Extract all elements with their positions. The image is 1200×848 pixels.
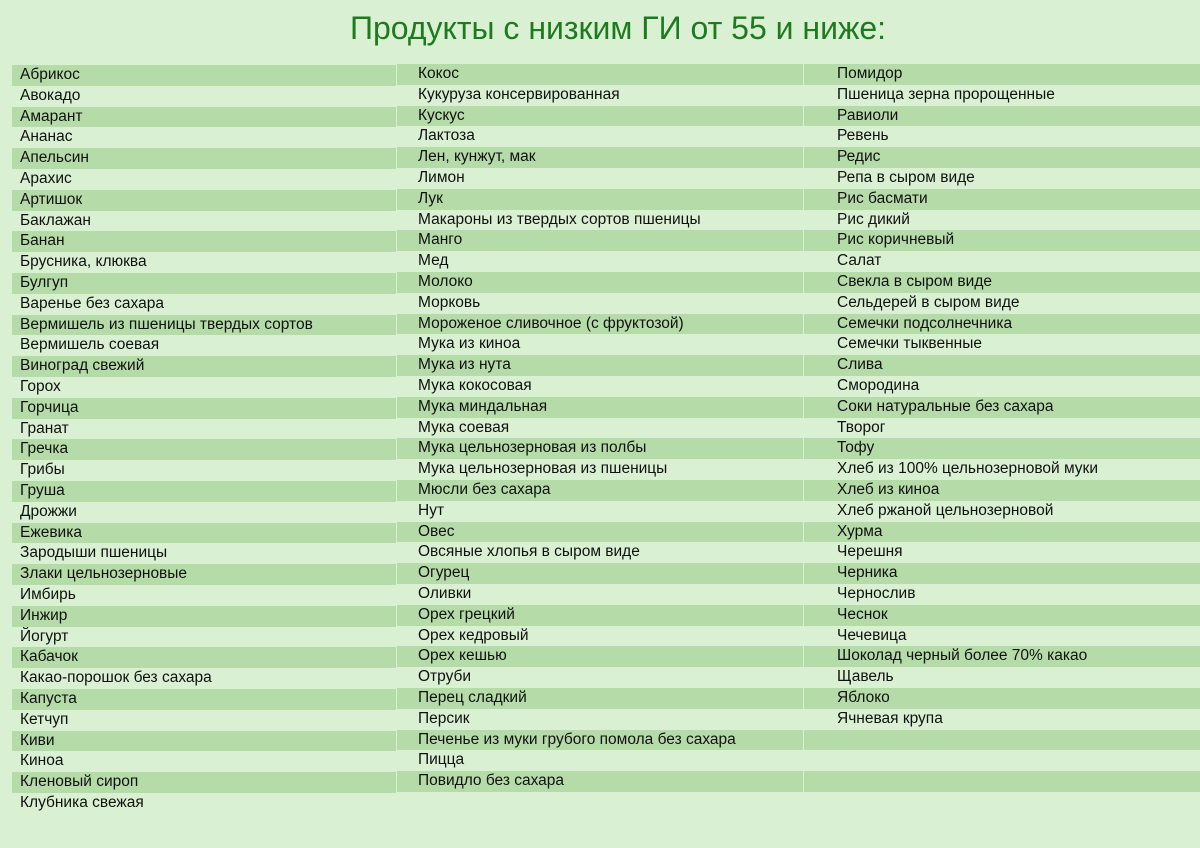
- list-item: Перец сладкий: [397, 688, 803, 709]
- list-item: Имбирь: [20, 585, 76, 603]
- list-item: Семечки тыквенные: [837, 335, 982, 353]
- list-item: Чеснок: [804, 605, 1200, 626]
- list-item: Авокадо: [20, 86, 81, 104]
- list-item: Кабачок: [12, 647, 396, 668]
- list-item: Баклажан: [20, 211, 91, 229]
- list-item: Мука из киноа: [418, 335, 521, 353]
- list-item: Кленовый сироп: [12, 772, 396, 793]
- list-item: Вермишель из пшеницы твердых сортов: [12, 315, 396, 336]
- list-item: Гречка: [12, 439, 396, 460]
- list-item: Мука цельнозерновая из пшеницы: [418, 460, 668, 478]
- list-item: Варенье без сахара: [20, 294, 164, 312]
- list-item: Салат: [837, 252, 882, 270]
- list-item: [804, 771, 1200, 792]
- list-item: Пшеница зерна пророщенные: [837, 85, 1055, 103]
- product-column-2: [397, 64, 803, 813]
- product-column-3: [804, 64, 1200, 813]
- list-item: Хлеб ржаной цельнозерновой: [837, 501, 1054, 519]
- list-item: Макароны из твердых сортов пшеницы: [418, 210, 701, 228]
- list-item: Семечки подсолнечника: [804, 314, 1200, 335]
- list-item: [804, 792, 1200, 813]
- list-item: Черника: [804, 563, 1200, 584]
- list-item: Черешня: [837, 543, 903, 561]
- list-item: Слива: [804, 355, 1200, 376]
- list-item: Мука цельнозерновая из полбы: [397, 438, 803, 459]
- list-item: Вермишель соевая: [20, 336, 160, 354]
- list-item: Хурма: [804, 522, 1200, 543]
- list-item: Овсяные хлопья в сыром виде: [418, 543, 640, 561]
- list-item: Мука миндальная: [397, 397, 803, 418]
- list-item: Горох: [20, 377, 61, 395]
- list-item: Кокос: [397, 64, 803, 85]
- list-item: Чернослив: [837, 584, 916, 602]
- list-item: [804, 750, 1200, 771]
- list-item: [804, 730, 1200, 751]
- list-item: Печенье из муки грубого помола без сахара: [397, 730, 803, 751]
- list-item: Артишок: [12, 190, 396, 211]
- list-item: Свекла в сыром виде: [804, 272, 1200, 293]
- list-item: Редис: [804, 147, 1200, 168]
- list-item: Какао-порошок без сахара: [20, 669, 212, 687]
- list-item: [397, 792, 803, 813]
- list-item: Молоко: [397, 272, 803, 293]
- list-item: Персик: [418, 709, 470, 727]
- list-item: Гранат: [20, 419, 69, 437]
- list-item: Отруби: [418, 668, 472, 686]
- list-item: Киви: [12, 731, 396, 752]
- list-item: Равиоли: [804, 106, 1200, 127]
- list-item: Чечевица: [837, 626, 907, 644]
- list-item: Виноград свежий: [12, 356, 396, 377]
- list-item: Мед: [418, 252, 449, 270]
- product-column-1: [12, 65, 396, 814]
- list-item: Творог: [837, 418, 886, 436]
- list-item: Горчица: [12, 398, 396, 419]
- list-item: Банан: [12, 231, 396, 252]
- list-item: Орех грецкий: [397, 605, 803, 626]
- list-item: Репа в сыром виде: [837, 168, 975, 186]
- list-item: Яблоко: [804, 688, 1200, 709]
- list-item: Мука из нута: [397, 355, 803, 376]
- list-item: Оливки: [418, 584, 472, 602]
- list-item: Повидло без сахара: [397, 771, 803, 792]
- list-item: Огурец: [397, 563, 803, 584]
- list-item: Смородина: [837, 376, 920, 394]
- list-item: Арахис: [20, 169, 72, 187]
- list-item: Ежевика: [12, 523, 396, 544]
- list-item: Апельсин: [12, 148, 396, 169]
- list-item: Мюсли без сахара: [397, 480, 803, 501]
- list-item: Абрикос: [12, 65, 396, 86]
- list-item: Рис басмати: [804, 189, 1200, 210]
- list-item: Грибы: [20, 461, 65, 479]
- list-item: Нут: [418, 501, 445, 519]
- list-item: Мука соевая: [418, 418, 510, 436]
- list-item: Пицца: [418, 751, 465, 769]
- list-item: Йогурт: [20, 627, 69, 645]
- list-item: Ревень: [837, 127, 889, 145]
- list-item: Тофу: [804, 438, 1200, 459]
- list-item: Мороженое сливочное (с фруктозой): [397, 314, 803, 335]
- list-item: Сельдерей в сыром виде: [837, 293, 1020, 311]
- list-item: Помидор: [804, 64, 1200, 85]
- list-item: Овес: [397, 522, 803, 543]
- list-item: Кускус: [397, 106, 803, 127]
- list-item: Хлеб из киноа: [804, 480, 1200, 501]
- list-item: Хлеб из 100% цельнозерновой муки: [837, 460, 1098, 478]
- list-item: Морковь: [418, 293, 481, 311]
- list-item: Ячневая крупа: [837, 709, 943, 727]
- list-item: Кетчуп: [20, 710, 69, 728]
- list-item: Лен, кунжут, мак: [397, 147, 803, 168]
- list-item: Зародыши пшеницы: [20, 544, 168, 562]
- list-item: Булгуп: [12, 273, 396, 294]
- list-item: Манго: [397, 230, 803, 251]
- list-item: Дрожжи: [20, 502, 77, 520]
- list-item: Рис коричневый: [804, 230, 1200, 251]
- list-item: Мука кокосовая: [418, 376, 532, 394]
- list-item: Орех кешью: [397, 646, 803, 667]
- list-item: Инжир: [12, 606, 396, 627]
- list-item: Шоколад черный более 70% какао: [804, 646, 1200, 667]
- list-item: Орех кедровый: [418, 626, 529, 644]
- list-item: Лимон: [418, 168, 465, 186]
- list-item: Ананас: [20, 128, 73, 146]
- list-item: Клубника свежая: [20, 793, 144, 811]
- list-item: Рис дикий: [837, 210, 910, 228]
- list-item: Амарант: [12, 107, 396, 128]
- list-item: Злаки цельнозерновые: [12, 564, 396, 585]
- list-item: Лук: [397, 189, 803, 210]
- list-item: Капуста: [12, 689, 396, 710]
- page-title: Продукты с низким ГИ от 55 и ниже:: [349, 10, 887, 46]
- list-item: Лактоза: [418, 127, 475, 145]
- list-item: Кукуруза консервированная: [418, 85, 620, 103]
- list-item: Щавель: [837, 668, 894, 686]
- list-item: Брусника, клюква: [20, 253, 147, 271]
- list-item: Груша: [12, 481, 396, 502]
- list-item: Киноа: [20, 752, 64, 770]
- list-item: Соки натуральные без сахара: [804, 397, 1200, 418]
